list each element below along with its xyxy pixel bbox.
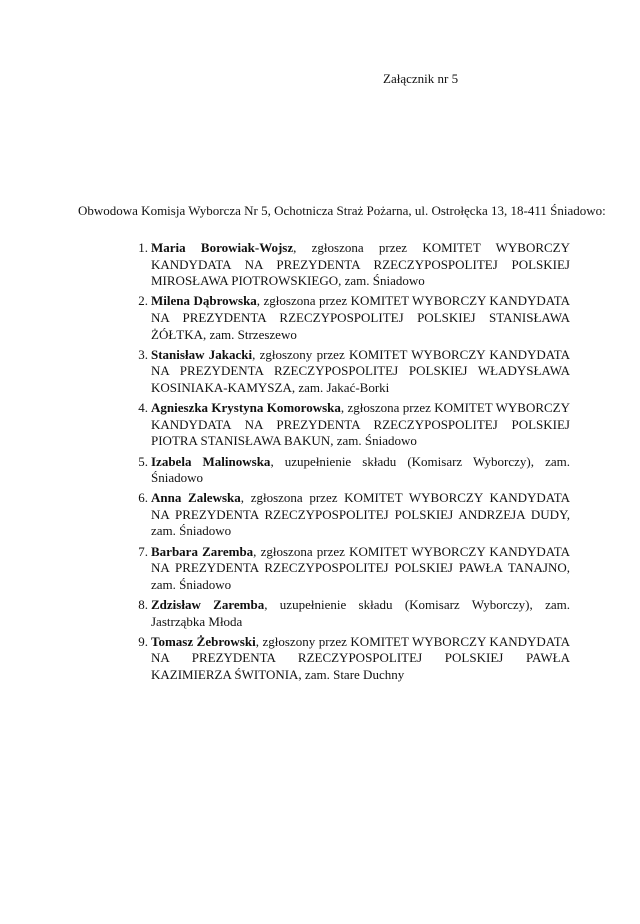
member-details: , zgłoszony przez KOMITET WYBORCZY KANDYDATA NA PREZYDENTA RZECZYPOSPOLITEJ POLSKIEJ WŁADYSŁAWA KOSINIAKA-KAMYSZA, zam. Jakać-Borki bbox=[151, 346, 570, 395]
member-name: Maria Borowiak-Wojsz bbox=[151, 240, 294, 255]
member-name: Stanisław Jakacki bbox=[151, 346, 253, 362]
member-name: Izabela Malinowska bbox=[151, 453, 271, 469]
member-name: Milena Dąbrowska bbox=[151, 293, 257, 309]
member-details: , uzupełnienie składu (Komisarz Wyborczy), zam. Śniadowo bbox=[151, 453, 570, 486]
item-number: 4. bbox=[138, 400, 148, 416]
list-item bbox=[138, 633, 570, 684]
item-number: 5. bbox=[138, 453, 148, 469]
member-details: , zgłoszona przez KOMITET WYBORCZY KANDYDATA NA PREZYDENTA RZECZYPOSPOLITEJ POLSKIEJ PIOTRA STANISŁAWA BAKUN, zam. Śniadowo bbox=[151, 400, 570, 449]
member-name: Agnieszka Krystyna Komorowska bbox=[151, 400, 341, 416]
member-name: Zdzisław Zaremba bbox=[151, 597, 265, 613]
member-details: , uzupełnienie składu (Komisarz Wyborczy), zam. Jastrząbka Młoda bbox=[151, 597, 570, 629]
member-details: , zgłoszona przez KOMITET WYBORCZY KANDYDATA NA PREZYDENTA RZECZYPOSPOLITEJ POLSKIEJ MIROSŁAWA PIOTROWSKIEGO, zam. Śniadowo bbox=[151, 240, 571, 289]
item-number: 7. bbox=[138, 543, 148, 559]
list-item bbox=[138, 400, 570, 450]
member-name: Anna Zalewska bbox=[151, 490, 241, 506]
member-details: , zgłoszona przez KOMITET WYBORCZY KANDYDATA NA PREZYDENTA RZECZYPOSPOLITEJ POLSKIEJ STANISŁAWA ŻÓŁTKA, zam. Strzeszewo bbox=[151, 293, 570, 342]
item-number: 9. bbox=[138, 633, 148, 649]
list-item bbox=[138, 597, 570, 630]
member-name: Tomasz Żebrowski bbox=[151, 633, 256, 649]
member-details: , zgłoszony przez KOMITET WYBORCZY KANDYDATA NA PREZYDENTA RZECZYPOSPOLITEJ POLSKIEJ PAWŁA KAZIMIERZA ŚWITONIA, zam. Stare Duchny bbox=[151, 633, 570, 682]
member-name: Barbara Zaremba bbox=[151, 543, 254, 559]
member-details: , zgłoszona przez KOMITET WYBORCZY KANDYDATA NA PREZYDENTA RZECZYPOSPOLITEJ POLSKIEJ PAWŁA TANAJNO, zam. Śniadowo bbox=[151, 543, 570, 592]
list-item bbox=[138, 453, 570, 487]
item-number: 3. bbox=[138, 346, 148, 362]
list-item bbox=[138, 293, 570, 343]
commission-intro: Obwodowa Komisja Wyborcza Nr 5, Ochotnicza Straż Pożarna, ul. Ostrołęcka 13, 18-411 Śniadowo: bbox=[78, 203, 606, 218]
list-item bbox=[138, 346, 570, 397]
list-item bbox=[138, 490, 571, 540]
item-number: 1. bbox=[138, 240, 148, 255]
member-details: , zgłoszona przez KOMITET WYBORCZY KANDYDATA NA PREZYDENTA RZECZYPOSPOLITEJ POLSKIEJ ANDRZEJA DUDY, zam. Śniadowo bbox=[151, 490, 571, 539]
annex-title: Załącznik nr 5 bbox=[383, 71, 459, 86]
item-number: 2. bbox=[138, 293, 148, 309]
member-list bbox=[138, 240, 571, 687]
list-item bbox=[138, 543, 570, 594]
item-number: 8. bbox=[138, 597, 148, 613]
item-number: 6. bbox=[138, 490, 148, 506]
list-item bbox=[138, 240, 571, 290]
